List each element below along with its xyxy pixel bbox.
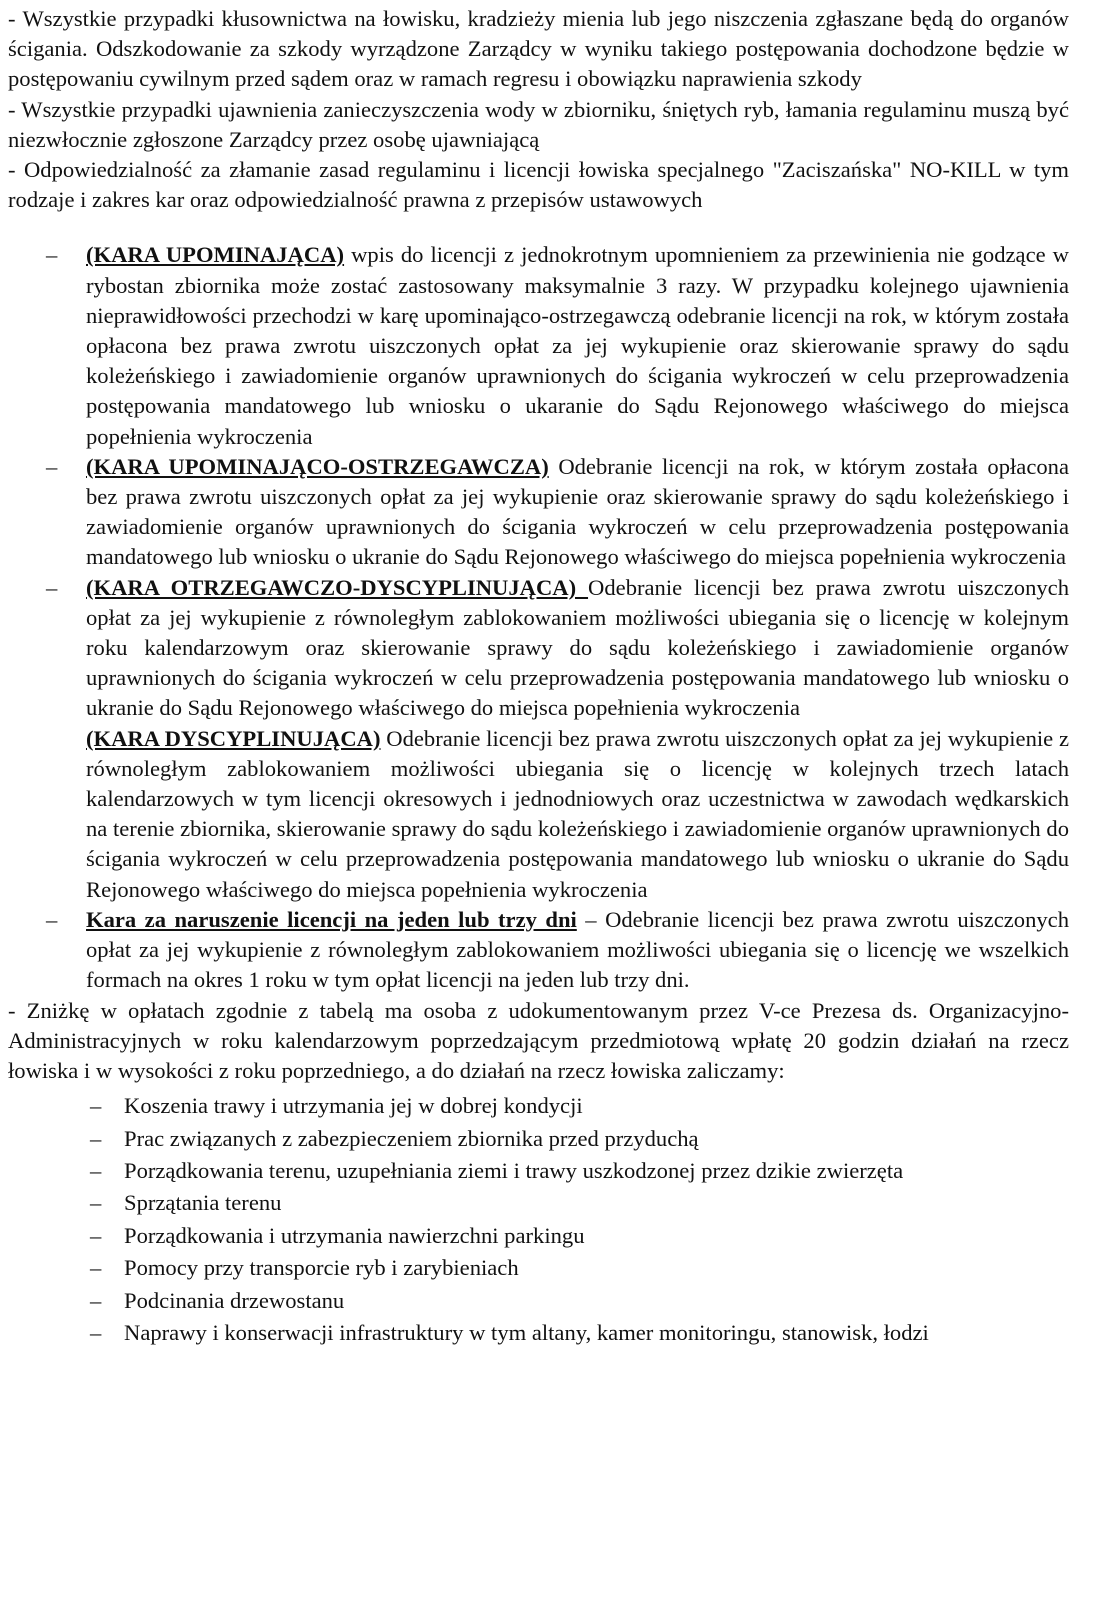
dash-bullet-icon: – — [90, 1222, 102, 1248]
dash-bullet-icon: – — [46, 453, 58, 479]
activity-text: Koszenia trawy i utrzymania jej w dobrej kondycji — [124, 1093, 583, 1119]
activity-text: Podcinania drzewostanu — [124, 1287, 345, 1313]
activity-text: Porządkowania i utrzymania nawierzchni parkingu — [124, 1222, 585, 1248]
penalty-description: wpis do licencji z jednokrotnym upomnieniem za przewinienia nie godzące w rybostan zbiornika może zostać zastosowany maksymalnie 3 razy. W przypadku kolejnego ujawnienia nieprawidłowości przechodzi w karę upominająco-ostrzegawczą odebranie licencji na rok, w którym została opłacona bez prawa zwrotu uiszczonych opłat za jej wykupienie oraz skierowanie sprawy do sądu koleżeńskiego i zawiadomienie organów uprawnionych do ścigania wykroczeń w celu przeprowadzenia postępowania mandatowego lub wniosku o ukaranie do Sądu Rejonowego właściwego do miejsca popełnienia wykroczenia — [86, 242, 1069, 449]
penalty-heading: (KARA UPOMINAJĄCA) — [86, 242, 345, 268]
penalty-description: Odebranie licencji bez prawa zwrotu uiszczonych opłat za jej wykupienie z równoległym zablokowaniem możliwości ubiegania się o licencję w kolejnych trzech latach kalendarzowych w tym licencji okresowych i jednodniowych oraz uczestnictwa w zawodach wędkarskich na terenie zbiornika, skierowanie sprawy do sądu koleżeńskiego i zawiadomienie organów uprawnionych do ścigania wykroczeń w celu przeprowadzenia postępowania mandatowego lub wniosku o ukranie do Sądu Rejonowego właściwego do miejsca popełnienia wykroczenia — [86, 725, 1069, 902]
dash-bullet-icon: – — [90, 1125, 102, 1151]
activity-item — [8, 1317, 1069, 1349]
spacer — [8, 215, 1069, 240]
activity-item — [8, 1090, 1069, 1122]
penalty-heading: (KARA DYSCYPLINUJĄCA) — [86, 725, 381, 751]
penalty-item-upominajaca — [8, 240, 1069, 451]
penalty-item-upominajaco-ostrzegawcza — [8, 452, 1069, 573]
activities-list — [8, 1090, 1069, 1349]
penalty-description: Odebranie licencji bez prawa zwrotu uiszczonych opłat za jej wykupienie z równoległym zablokowaniem możliwości ubiegania się o licencję w kolejnym roku kalendarzowym oraz skierowanie sprawy do sądu koleżeńskiego i zawiadomienie organów uprawnionych do ścigania wykroczeń w celu przeprowadzenia postępowania mandatowego lub wniosku o ukranie do Sądu Rejonowego właściwego do miejsca popełnienia wykroczenia — [86, 574, 1070, 721]
activity-item — [8, 1187, 1069, 1219]
penalty-heading: Kara za naruszenie licencji na jeden lub trzy dni — [86, 906, 577, 932]
penalty-heading: (KARA UPOMINAJĄCO-OSTRZEGAWCZA) — [86, 453, 549, 479]
activity-text: Sprzątania terenu — [124, 1190, 282, 1216]
activity-text: Porządkowania terenu, uzupełniania ziemi i trawy uszkodzonej przez dzikie zwierzęta — [124, 1157, 904, 1183]
penalty-item-ostrzegawczo-dyscyplinujaca — [8, 573, 1069, 724]
paragraph-zanieczyszczenia: - Wszystkie przypadki ujawnienia zanieczyszczenia wody w zbiorniku, śniętych ryb, łamania regulaminu muszą być niezwłocznie zgłoszone Zarządcy przez osobę ujawniającą — [8, 96, 1069, 152]
paragraph-klusownictwo: - Wszystkie przypadki kłusownictwa na łowisku, kradzieży mienia lub jego niszczenia zgłaszane będą do organów ścigania. Odszkodowanie za szkody wyrządzone Zarządcy w wyniku takiego postępowania dochodzone będzie w postępowaniu cywilnym przed sądem oraz w ramach regresu i obowiązku naprawienia szkody — [8, 6, 1069, 92]
activity-item — [8, 1155, 1069, 1187]
dash-bullet-icon: – — [90, 1157, 102, 1183]
penalty-item-dyscyplinujaca — [8, 724, 1069, 905]
activity-item — [8, 1252, 1069, 1284]
activity-item — [8, 1220, 1069, 1252]
penalty-list — [8, 240, 1069, 995]
dash-bullet-icon: – — [46, 906, 58, 932]
paragraph-odpowiedzialnosc: - Odpowiedzialność za złamanie zasad regulaminu i licencji łowiska specjalnego "Zaciszańska" NO-KILL w tym rodzaje i zakres kar oraz odpowiedzialność prawna z przepisów ustawowych — [8, 157, 1069, 213]
paragraph-znizka: - Zniżkę w opłatach zgodnie z tabelą ma osoba z udokumentowanym przez V-ce Prezesa ds. Organizacyjno-Administracyjnych w roku kalendarzowym poprzedzającym przedmiotową wpłatę 20 godzin działań na rzecz łowiska i w wysokości z roku poprzedniego, a do działań na rzecz łowiska zaliczamy: — [8, 997, 1069, 1083]
penalty-description: – Odebranie licencji bez prawa zwrotu uiszczonych opłat za jej wykupienie z równoległym zablokowaniem możliwości ubiegania się o licencję we wszelkich formach na okres 1 roku w tym opłat licencji na jeden lub trzy dni. — [86, 906, 1069, 993]
dash-bullet-icon: – — [90, 1093, 102, 1119]
dash-bullet-icon: – — [90, 1255, 102, 1281]
activity-item — [8, 1123, 1069, 1155]
dash-bullet-icon: – — [90, 1287, 102, 1313]
activity-text: Naprawy i konserwacji infrastruktury w tym altany, kamer monitoringu, stanowisk, łodzi — [124, 1319, 929, 1345]
dash-bullet-icon: – — [90, 1319, 102, 1345]
activity-text: Prac związanych z zabezpieczeniem zbiornika przed przyduchą — [124, 1125, 699, 1151]
activity-item — [8, 1285, 1069, 1317]
dash-bullet-icon: – — [90, 1190, 102, 1216]
penalty-heading: (KARA OTRZEGAWCZO-DYSCYPLINUJĄCA) — [86, 574, 589, 600]
activity-text: Pomocy przy transporcie ryb i zarybieniach — [124, 1255, 519, 1281]
penalty-description: Odebranie licencji na rok, w którym została opłacona bez prawa zwrotu uiszczonych opłat za jej wykupienie oraz skierowanie sprawy do sądu koleżeńskiego i zawiadomienie organów uprawnionych do ścigania wykroczeń w celu przeprowadzenia postępowania mandatowego lub wniosku o ukranie do Sądu Rejonowego właściwego do miejsca popełnienia wykroczenia — [86, 453, 1069, 570]
penalty-item-licencja-jednodniowa — [8, 905, 1069, 996]
dash-bullet-icon: – — [46, 574, 58, 600]
dash-bullet-icon: – — [46, 242, 58, 268]
